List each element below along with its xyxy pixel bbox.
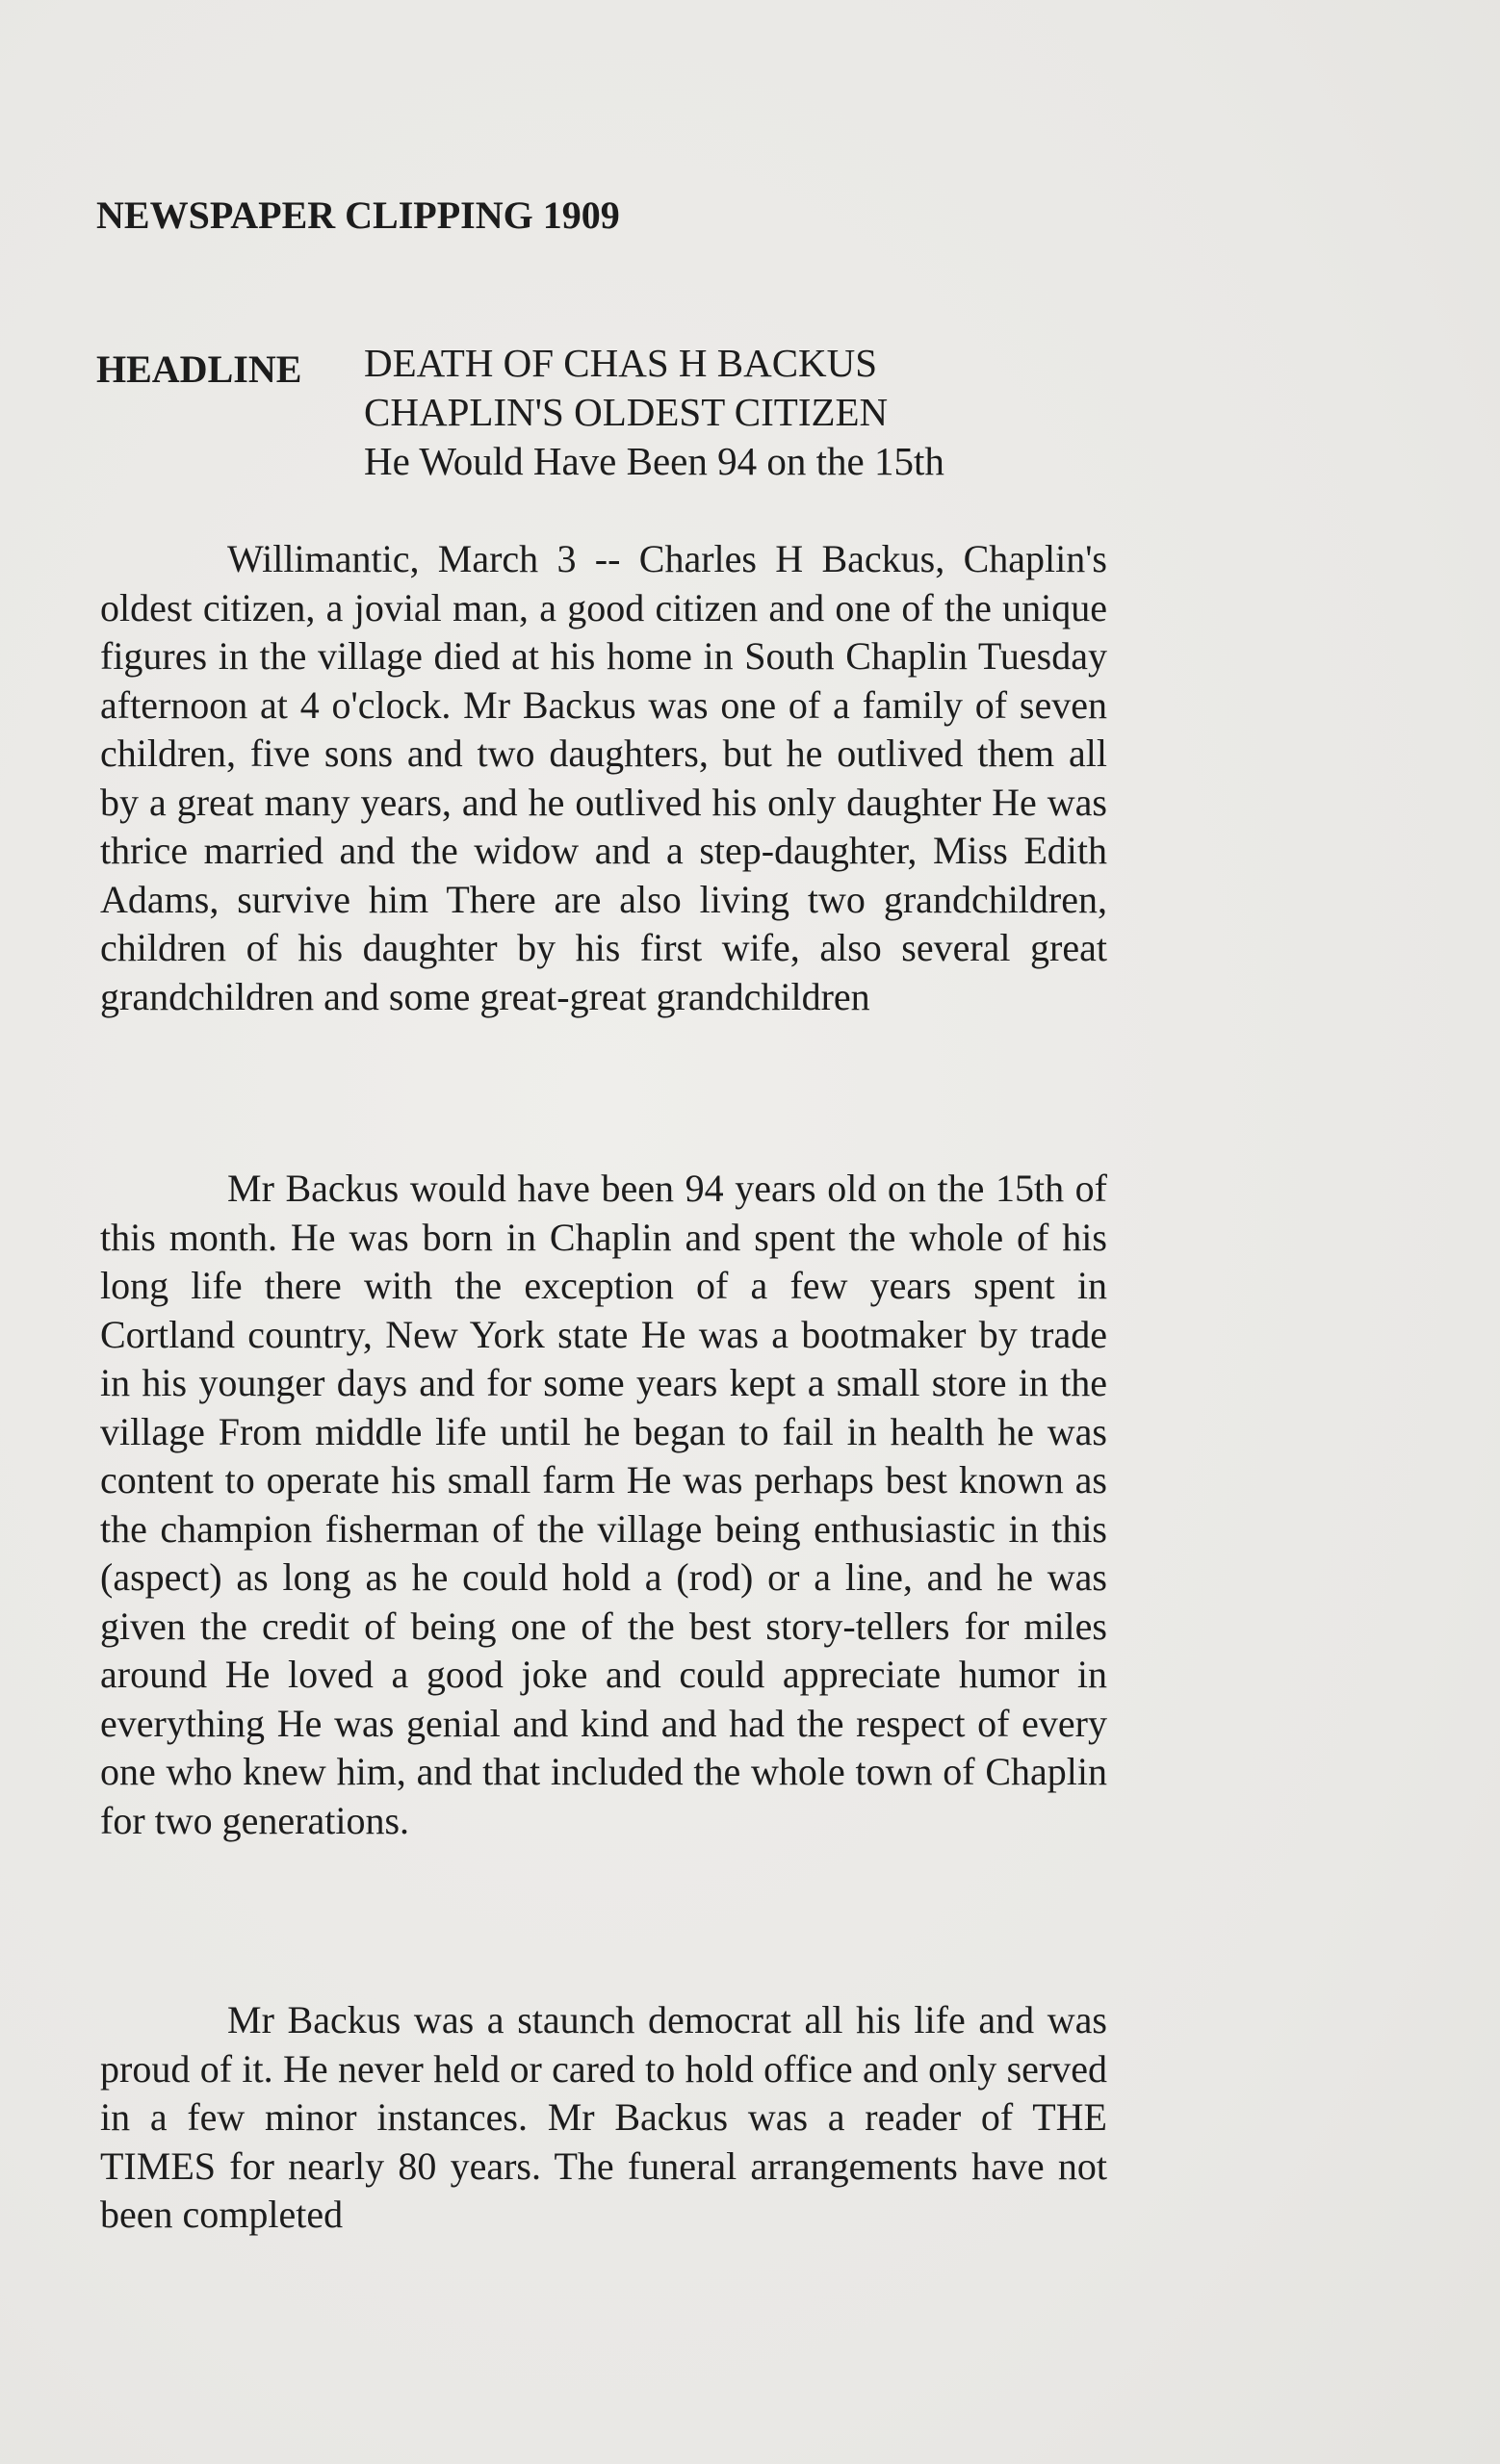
article-paragraph-2: Mr Backus would have been 94 years old on the 15th of this month. He was born in Chaplin and spent the whole of his long life there with the exception of a few years spent in Cortland country, New York state He was a bootmaker by trade in his younger days and for some years kept a small store in the village From middle life until he began to fail in health he was content to operate his small farm He was perhaps best known as the champion fisherman of the village being enthusiastic in this (aspect) as long as he could hold a (rod) or a line, and he was given the credit of being one of the best story-tellers for miles around He loved a good joke and could appreciate humor in everything He was genial and kind and had the respect of every one who knew him, and that included the whole town of Chaplin for two generations.: [100, 1167, 1107, 1842]
headline-line-1: DEATH OF CHAS H BACKUS: [364, 341, 878, 385]
article-paragraph-1: Willimantic, March 3 -- Charles H Backus, Chaplin's oldest citizen, a jovial man, a good citizen and one of the unique figures in the village died at his home in South Chaplin Tuesday afternoon at 4 o'clock. Mr Backus was one of a family of seven children, five sons and two daughters, but he outlived them all by a great many years, and he outlived his only daughter He was thrice married and the widow and a step-daughter, Miss Edith Adams, survive him There are also living two grandchildren, children of his daughter by his first wife, also several great grandchildren and some great-great grandchildren: [100, 537, 1107, 1018]
headline-line-2: CHAPLIN'S OLDEST CITIZEN: [364, 390, 889, 434]
article-paragraph-3: Mr Backus was a staunch democrat all his life and was proud of it. He never held or cared to hold office and only served in a few minor instances. Mr Backus was a reader of THE TIMES for nearly 80 years. The funeral arrangements have not been completed: [100, 1998, 1107, 2236]
headline-label: HEADLINE: [96, 347, 302, 391]
document-title: NEWSPAPER CLIPPING 1909: [96, 193, 620, 237]
headline-line-3: He Would Have Been 94 on the 15th: [364, 439, 944, 483]
headline-lines: [364, 339, 1230, 486]
